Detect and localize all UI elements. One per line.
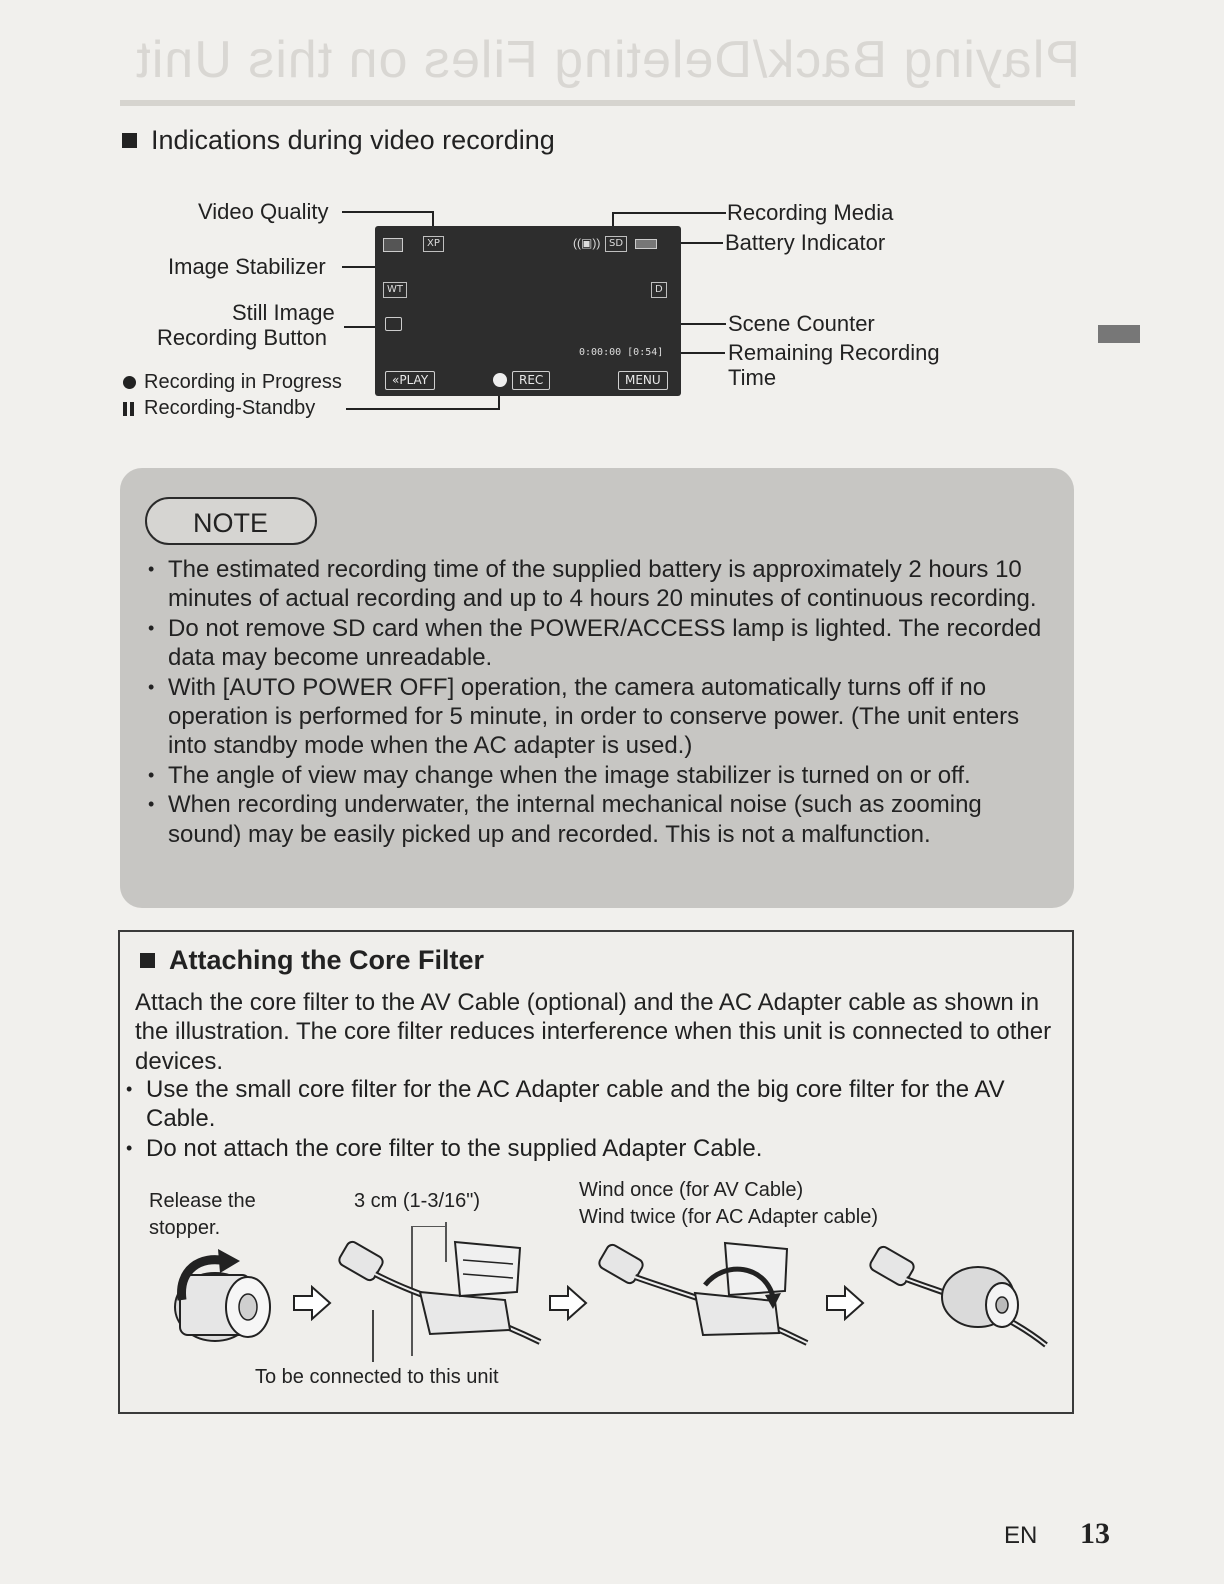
measure-line: [411, 1226, 447, 1227]
label-recording-standby: Recording-Standby: [123, 397, 315, 420]
label-recording-media: Recording Media: [727, 200, 894, 225]
next-step-arrow-icon: [548, 1285, 588, 1321]
fig-label-connect: To be connected to this unit: [255, 1366, 499, 1388]
core-filter-intro: Attach the core filter to the AV Cable (optional) and the AC Adapter cable as shown in the illustration. The core filter reduces interference when this unit is connected to other devices.: [135, 989, 1052, 1075]
side-index-tab: [1098, 325, 1140, 343]
leader-line: [612, 212, 726, 214]
record-indicator-icon: [493, 373, 507, 387]
note-label: NOTE: [145, 497, 317, 545]
leader-line: [346, 408, 500, 410]
play-button[interactable]: «PLAY: [385, 371, 435, 390]
core-filter-heading: [140, 945, 484, 976]
show-through-title: Playing Back/Deleting Files on this Unit: [135, 31, 1080, 89]
show-through-rule: [120, 100, 1075, 106]
square-bullet-icon: [140, 953, 155, 968]
d-badge: D: [651, 282, 667, 298]
label-still-image-button: Recording Button: [157, 325, 327, 350]
video-mode-icon: [383, 238, 403, 252]
wt-badge: WT: [383, 282, 407, 298]
lcd-screen: [375, 226, 681, 396]
stabilizer-icon: ((▣)): [573, 236, 601, 250]
fig-label-measure: 3 cm (1-3/16"): [354, 1190, 481, 1212]
note-list: [148, 555, 1053, 849]
label-remaining-time: Time: [728, 365, 777, 390]
label-recording-progress: Recording in Progress: [123, 371, 342, 394]
core-filter-open-illustration: [335, 1230, 550, 1360]
note-item: • When recording underwater, the internal mechanical noise (such as zooming sound) may be easily picked up and recorded. This is not a malfunction.: [148, 790, 1053, 849]
core-filter-closed-illustration: [868, 1245, 1053, 1355]
rec-button[interactable]: REC: [512, 371, 550, 390]
square-bullet-icon: [122, 133, 137, 148]
fig-label-stopper: stopper.: [149, 1217, 221, 1239]
battery-icon: [635, 239, 657, 249]
fig-label-release: Release the: [149, 1190, 256, 1212]
label-video-quality: Video Quality: [198, 199, 329, 224]
label-still-image: Still Image: [232, 300, 335, 325]
label-remaining-recording: Remaining Recording: [728, 340, 940, 365]
section-title: Indications during video recording: [151, 125, 555, 155]
core-filter-list: [126, 1075, 1061, 1163]
fig-label-wind-twice: Wind twice (for AC Adapter cable): [579, 1206, 879, 1228]
sd-media-badge: SD: [605, 236, 627, 252]
leader-line: [344, 326, 377, 328]
fig-label-wind-once: Wind once (for AV Cable): [579, 1179, 804, 1201]
menu-button[interactable]: MENU: [618, 371, 668, 390]
scene-counter-readout: 0:00:00 [0:54]: [579, 347, 664, 358]
record-dot-icon: [123, 376, 136, 389]
leader-line: [342, 211, 434, 213]
pause-icon: [123, 402, 134, 416]
footer-language: EN: [1004, 1522, 1038, 1549]
note-item: • With [AUTO POWER OFF] operation, the camera automatically turns off if no operation is performed for 5 minute, in order to conserve power. (The unit enters into standby mode when the AC adapter is used.): [148, 673, 1053, 761]
core-filter-item: • Do not attach the core filter to the supplied Adapter Cable.: [126, 1134, 1061, 1163]
note-item: • Do not remove SD card when the POWER/ACCESS lamp is lighted. The recorded data may become unreadable.: [148, 614, 1053, 673]
core-filter-release-illustration: [160, 1245, 285, 1360]
video-quality-badge: XP: [423, 236, 444, 252]
core-filter-item: • Use the small core filter for the AC Adapter cable and the big core filter for the AV Cable.: [126, 1075, 1061, 1134]
core-filter-wind-illustration: [595, 1235, 815, 1360]
label-scene-counter: Scene Counter: [728, 311, 875, 336]
page-number: 13: [1080, 1517, 1110, 1550]
label-image-stabilizer: Image Stabilizer: [168, 254, 326, 279]
core-filter-title: Attaching the Core Filter: [169, 945, 485, 975]
note-item: • The estimated recording time of the supplied battery is approximately 2 hours 10 minutes of actual recording and up to 4 hours 20 minutes of continuous recording.: [148, 555, 1053, 614]
section-heading: [122, 125, 555, 156]
note-item: • The angle of view may change when the image stabilizer is turned on or off.: [148, 761, 1053, 790]
next-step-arrow-icon: [825, 1285, 865, 1321]
camera-icon[interactable]: [385, 317, 402, 331]
next-step-arrow-icon: [292, 1285, 332, 1321]
label-battery-indicator: Battery Indicator: [725, 230, 886, 255]
leader-line: [675, 242, 723, 244]
